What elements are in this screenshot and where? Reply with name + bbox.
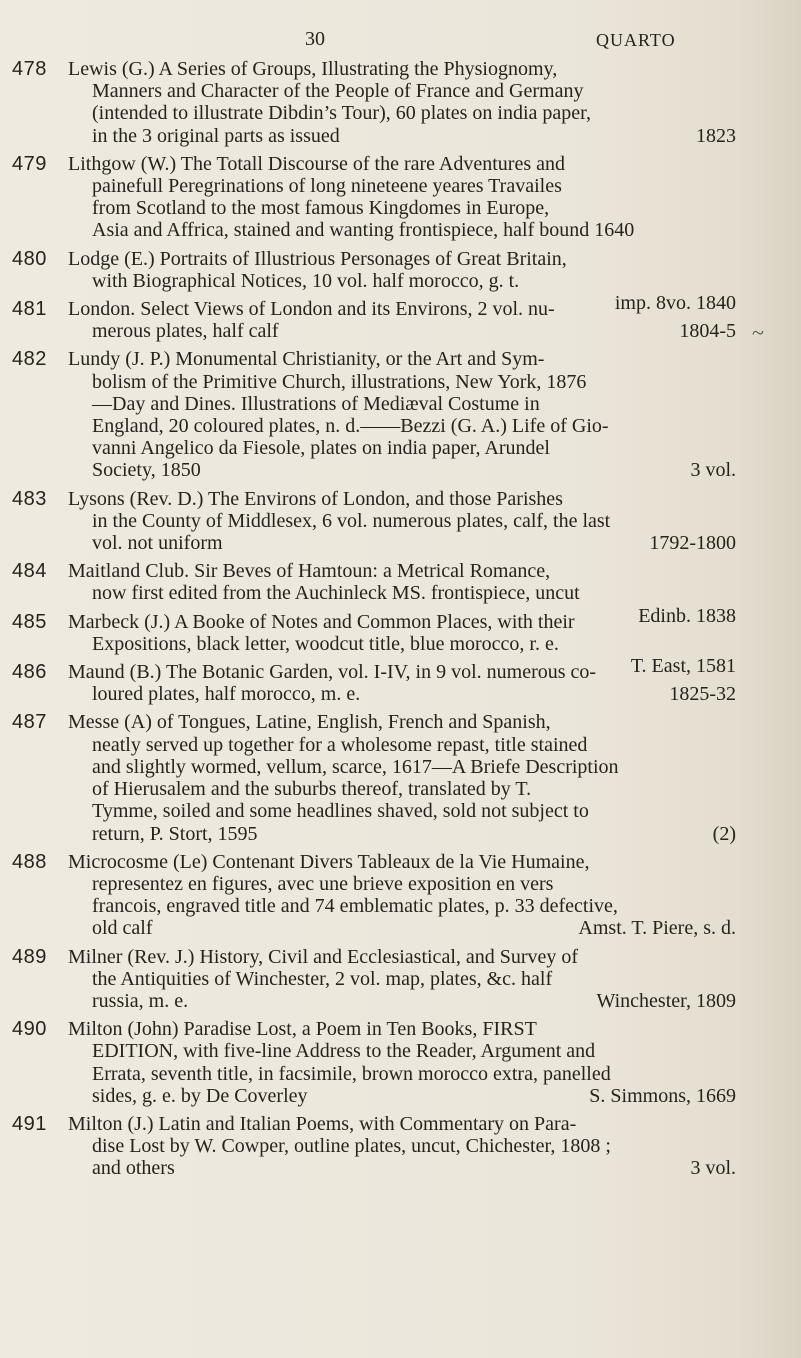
lot-number: 479	[12, 152, 47, 175]
lot-description	[68, 711, 736, 844]
description-line	[68, 175, 736, 197]
line-imprint: 3 vol.	[690, 1157, 736, 1180]
description-line	[68, 80, 736, 102]
description-line	[68, 459, 736, 481]
line-text: Maitland Club. Sir Beves of Hamtoun: a Metrical Romance,	[68, 560, 551, 583]
description-line	[68, 102, 736, 124]
lot-number: 478	[12, 58, 47, 80]
description-line	[68, 895, 736, 917]
line-imprint: S. Simmons, 1669	[589, 1084, 736, 1107]
line-imprint: Winchester, 1809	[596, 989, 736, 1012]
lot-entry	[0, 58, 801, 147]
line-text: loured plates, half morocco, m. e.	[92, 683, 361, 706]
description-line	[68, 415, 736, 437]
line-text: Lithgow (W.) The Totall Discourse of the rare Adventures and	[68, 152, 565, 175]
lot-number: 483	[12, 487, 47, 510]
lot-description	[68, 488, 736, 555]
description-line	[68, 582, 736, 604]
page-number: 30	[305, 28, 325, 50]
lot-entry	[0, 851, 801, 940]
description-line	[68, 393, 736, 415]
lot-number: 482	[12, 348, 47, 371]
line-text: Lundy (J. P.) Monumental Christianity, or the Art and Sym-	[68, 348, 545, 371]
line-text: —Day and Dines. Illustrations of Mediæval Costume in	[92, 392, 540, 415]
description-line	[68, 1018, 736, 1040]
line-text: old calf	[92, 917, 153, 940]
lot-number: 488	[12, 850, 47, 873]
lot-entry	[0, 298, 801, 342]
description-line	[68, 488, 736, 510]
description-line	[68, 219, 736, 241]
description-line	[68, 197, 736, 219]
line-text: neatly served up together for a wholesome repast, title stained	[92, 733, 588, 756]
description-line	[68, 711, 736, 733]
line-text: merous plates, half calf	[92, 320, 279, 343]
line-text: painefull Peregrinations of long nineteene yeares Travailes	[92, 175, 562, 198]
line-text: now first edited from the Auchinleck MS. frontispiece, uncut	[92, 582, 580, 605]
description-line	[68, 823, 736, 845]
line-text: francois, engraved title and 74 emblematic plates, p. 33 defective,	[92, 895, 618, 918]
margin-mark: ~	[752, 320, 764, 345]
description-line	[68, 661, 736, 683]
line-text: vanni Angelico da Fiesole, plates on india paper, Arundel	[92, 437, 550, 460]
line-text: of Hierusalem and the suburbs thereof, translated by T.	[92, 778, 532, 801]
line-imprint: 1825-32	[669, 683, 736, 706]
description-line	[68, 1157, 736, 1179]
lot-description	[68, 851, 736, 940]
description-line	[68, 968, 736, 990]
line-imprint: 1804-5	[679, 320, 736, 343]
line-text: Milton (J.) Latin and Italian Poems, with Commentary on Para-	[68, 1112, 577, 1135]
lot-entry	[0, 946, 801, 1013]
description-line	[68, 437, 736, 459]
description-line	[68, 611, 736, 633]
description-line	[68, 633, 736, 655]
line-imprint: Edinb. 1838	[638, 604, 736, 627]
lot-description	[68, 1113, 736, 1180]
lot-entry	[0, 661, 801, 705]
line-imprint: imp. 8vo. 1840	[614, 292, 736, 315]
line-text: in the 3 original parts as issued	[92, 124, 340, 147]
description-line	[68, 58, 736, 80]
line-text: sides, g. e. by De Coverley	[92, 1084, 308, 1107]
lot-description	[68, 661, 736, 705]
lot-number: 485	[12, 610, 47, 633]
description-line	[68, 683, 736, 705]
lot-description	[68, 348, 736, 481]
lot-number: 484	[12, 560, 47, 583]
line-imprint: 1823	[696, 124, 736, 147]
line-text: bolism of the Primitive Church, illustrations, New York, 1876	[92, 370, 587, 393]
line-text: EDITION, with five-line Address to the Reader, Argument and	[92, 1040, 596, 1063]
line-text: Expositions, black letter, woodcut title, blue morocco, r. e.	[92, 632, 559, 655]
line-text: London. Select Views of London and its Environs, 2 vol. nu-	[68, 298, 555, 321]
description-line	[68, 125, 736, 147]
lot-entry	[0, 1113, 801, 1180]
lot-number: 481	[12, 298, 47, 321]
line-imprint: 3 vol.	[690, 459, 736, 482]
description-line	[68, 298, 736, 320]
lot-entry	[0, 711, 801, 844]
lot-number: 480	[12, 247, 47, 270]
line-text: Lysons (Rev. D.) The Environs of London, and those Parishes	[68, 487, 563, 510]
lot-entry	[0, 348, 801, 481]
line-text: Lewis (G.) A Series of Groups, Illustrating the Physiognomy,	[68, 58, 558, 80]
lot-number: 487	[12, 711, 47, 734]
lot-description	[68, 58, 736, 147]
line-text: Lodge (E.) Portraits of Illustrious Personages of Great Britain,	[68, 247, 567, 270]
line-imprint: Amst. T. Piere, s. d.	[578, 917, 736, 940]
lot-description	[68, 1018, 736, 1107]
lot-description	[68, 946, 736, 1013]
description-line	[68, 153, 736, 175]
line-text: the Antiquities of Winchester, 2 vol. map, plates, &c. half	[92, 967, 553, 990]
description-line	[68, 532, 736, 554]
section-title: QUARTO	[596, 30, 676, 50]
line-text: Errata, seventh title, in facsimile, brown morocco extra, panelled	[92, 1062, 611, 1085]
description-line	[68, 270, 736, 292]
description-line	[68, 734, 736, 756]
line-text: dise Lost by W. Cowper, outline plates, uncut, Chichester, 1808 ;	[92, 1135, 611, 1158]
line-text: and slightly wormed, vellum, scarce, 1617—A Briefe Description	[92, 755, 619, 778]
line-text: Society, 1850	[92, 459, 201, 482]
lot-list	[0, 58, 801, 1186]
description-line	[68, 917, 736, 939]
description-line	[68, 800, 736, 822]
line-text: from Scotland to the most famous Kingdomes in Europe,	[92, 197, 550, 220]
lot-number: 491	[12, 1112, 47, 1135]
lot-number: 486	[12, 661, 47, 684]
line-text: Milner (Rev. J.) History, Civil and Ecclesiastical, and Survey of	[68, 945, 579, 968]
description-line	[68, 1040, 736, 1062]
description-line	[68, 873, 736, 895]
line-text: russia, m. e.	[92, 989, 189, 1012]
line-text: vol. not uniform	[92, 532, 223, 555]
line-text: Marbeck (J.) A Booke of Notes and Common Places, with their	[68, 610, 575, 633]
line-imprint: T. East, 1581	[630, 655, 736, 678]
description-line	[68, 348, 736, 370]
description-line	[68, 1063, 736, 1085]
page-header	[0, 28, 801, 58]
description-line	[68, 1113, 736, 1135]
lot-entry	[0, 1018, 801, 1107]
lot-number: 489	[12, 945, 47, 968]
line-text: in the County of Middlesex, 6 vol. numerous plates, calf, the last	[92, 509, 611, 532]
line-text: representez en figures, avec une brieve exposition en vers	[92, 872, 554, 895]
line-text: Microcosme (Le) Contenant Divers Tableaux de la Vie Humaine,	[68, 850, 590, 873]
description-line	[68, 320, 736, 342]
lot-description	[68, 298, 736, 342]
line-text: Messe (A) of Tongues, Latine, English, French and Spanish,	[68, 711, 551, 734]
description-line	[68, 1135, 736, 1157]
lot-description	[68, 153, 736, 242]
line-text: (intended to illustrate Dibdin’s Tour), 60 plates on india paper,	[92, 102, 591, 125]
description-line	[68, 248, 736, 270]
description-line	[68, 560, 736, 582]
line-imprint: (2)	[712, 822, 736, 845]
description-line	[68, 1085, 736, 1107]
lot-number: 490	[12, 1018, 47, 1041]
line-text: return, P. Stort, 1595	[92, 822, 258, 845]
description-line	[68, 990, 736, 1012]
line-text: and others	[92, 1157, 175, 1180]
line-text: Tymme, soiled and some headlines shaved, sold not subject to	[92, 800, 589, 823]
description-line	[68, 371, 736, 393]
line-text: Maund (B.) The Botanic Garden, vol. I-IV, in 9 vol. numerous co-	[68, 661, 597, 684]
lot-entry	[0, 488, 801, 555]
line-text: Milton (John) Paradise Lost, a Poem in Ten Books, FIRST	[68, 1018, 537, 1041]
description-line	[68, 946, 736, 968]
lot-entry	[0, 153, 801, 242]
line-text: Asia and Affrica, stained and wanting frontispiece, half bound 1640	[92, 219, 635, 242]
line-text: with Biographical Notices, 10 vol. half morocco, g. t.	[92, 269, 520, 292]
description-line	[68, 510, 736, 532]
description-line	[68, 756, 736, 778]
line-text: England, 20 coloured plates, n. d.——Bezzi (G. A.) Life of Gio-	[92, 415, 609, 438]
description-line	[68, 778, 736, 800]
description-line	[68, 851, 736, 873]
line-imprint: 1792-1800	[649, 532, 736, 555]
line-text: Manners and Character of the People of France and Germany	[92, 80, 584, 103]
